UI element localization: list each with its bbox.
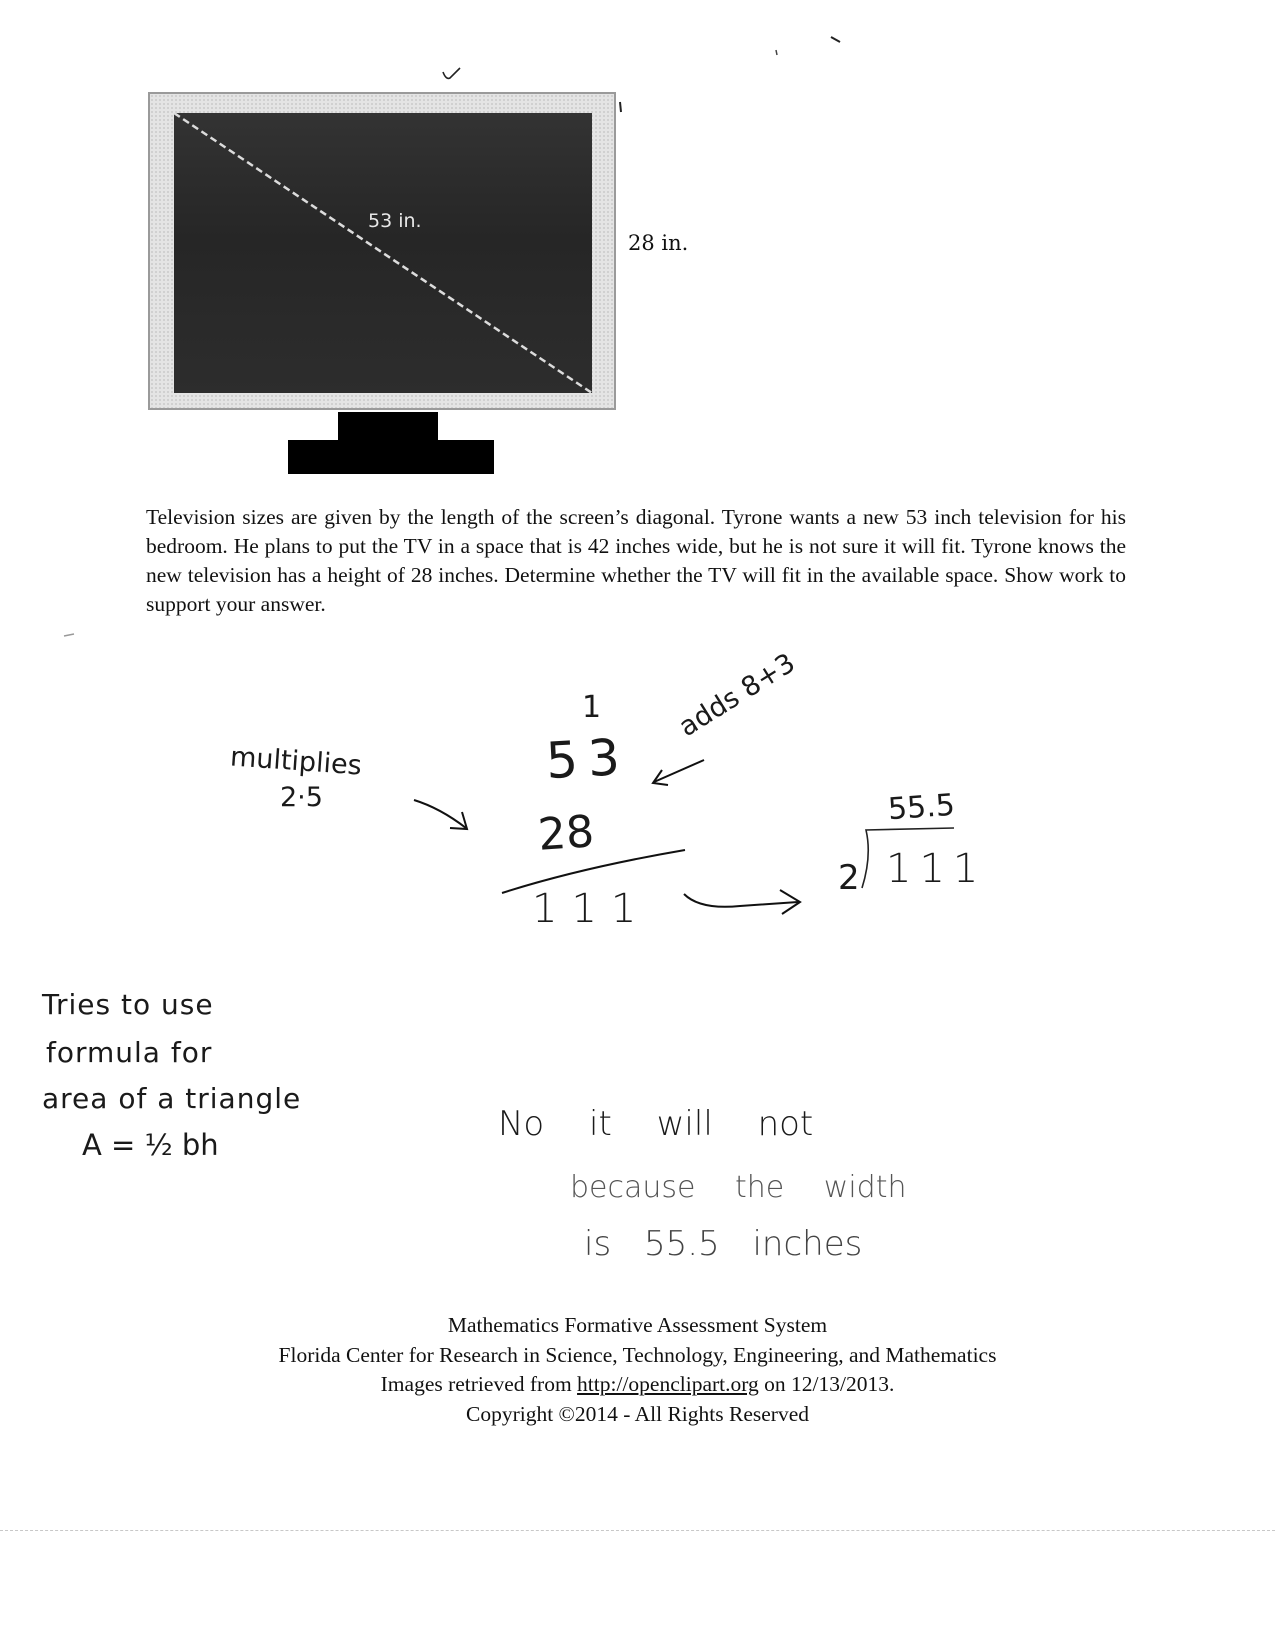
footer-line-1: Mathematics Formative Assessment System <box>447 1313 828 1337</box>
arrow-to-division <box>680 880 810 930</box>
page-divider <box>0 1530 1275 1531</box>
note-multiplies: multiplies <box>229 741 363 782</box>
note-adds: adds 8+3 <box>673 647 801 743</box>
diagonal-label: 53 in. <box>368 210 422 232</box>
footer-line-3-prefix: Images retrieved from <box>380 1372 578 1396</box>
addend-top: 53 <box>544 727 632 791</box>
tv-diagonal-line <box>174 113 592 393</box>
tv-stand-neck <box>338 412 438 440</box>
note-formula: A = ½ bh <box>82 1128 219 1162</box>
height-label: 28 in. <box>628 231 689 255</box>
addend-bottom: 28 <box>536 806 596 861</box>
problem-statement: Television sizes are given by the length of the screen’s diagonal. Tyrone wants a new 53 inch television for his bedroom. He plans to put the TV in a space that is 42 inches wide, but he is not sure it will fit. Tyrone knows the new television has a height of 28 inches. Determine whether the TV will fit in the available space. Show work to support your answer. <box>146 505 1126 616</box>
footer <box>0 1311 1275 1429</box>
arrow-adds <box>648 752 708 792</box>
footer-line-3-suffix: on 12/13/2013. <box>758 1372 895 1396</box>
note-multiplies-expr: 2·5 <box>280 782 323 813</box>
division-divisor: 2 <box>838 858 860 898</box>
tv-stand-base <box>288 440 494 474</box>
division-dividend: 111 <box>886 846 987 892</box>
carry-digit: 1 <box>582 690 602 725</box>
arrow-to-work <box>410 790 480 850</box>
answer-line-3: is 55.5 inches <box>584 1224 863 1264</box>
answer-line-2: because the width <box>570 1170 907 1205</box>
note-formula-line2: formula for <box>46 1036 213 1069</box>
note-formula-line1: Tries to use <box>42 988 214 1021</box>
sum-result: 111 <box>532 886 651 932</box>
openclipart-link[interactable]: http://openclipart.org <box>577 1372 759 1396</box>
footer-line-4: Copyright ©2014 - All Rights Reserved <box>465 1401 809 1426</box>
footer-line-3 <box>0 1370 1275 1400</box>
footer-line-2: Florida Center for Research in Science, Technology, Engineering, and Mathematics <box>278 1342 997 1367</box>
note-formula-line3: area of a triangle <box>42 1082 302 1115</box>
answer-line-1: No it will not <box>498 1104 814 1144</box>
division-quotient: 55.5 <box>886 787 956 828</box>
